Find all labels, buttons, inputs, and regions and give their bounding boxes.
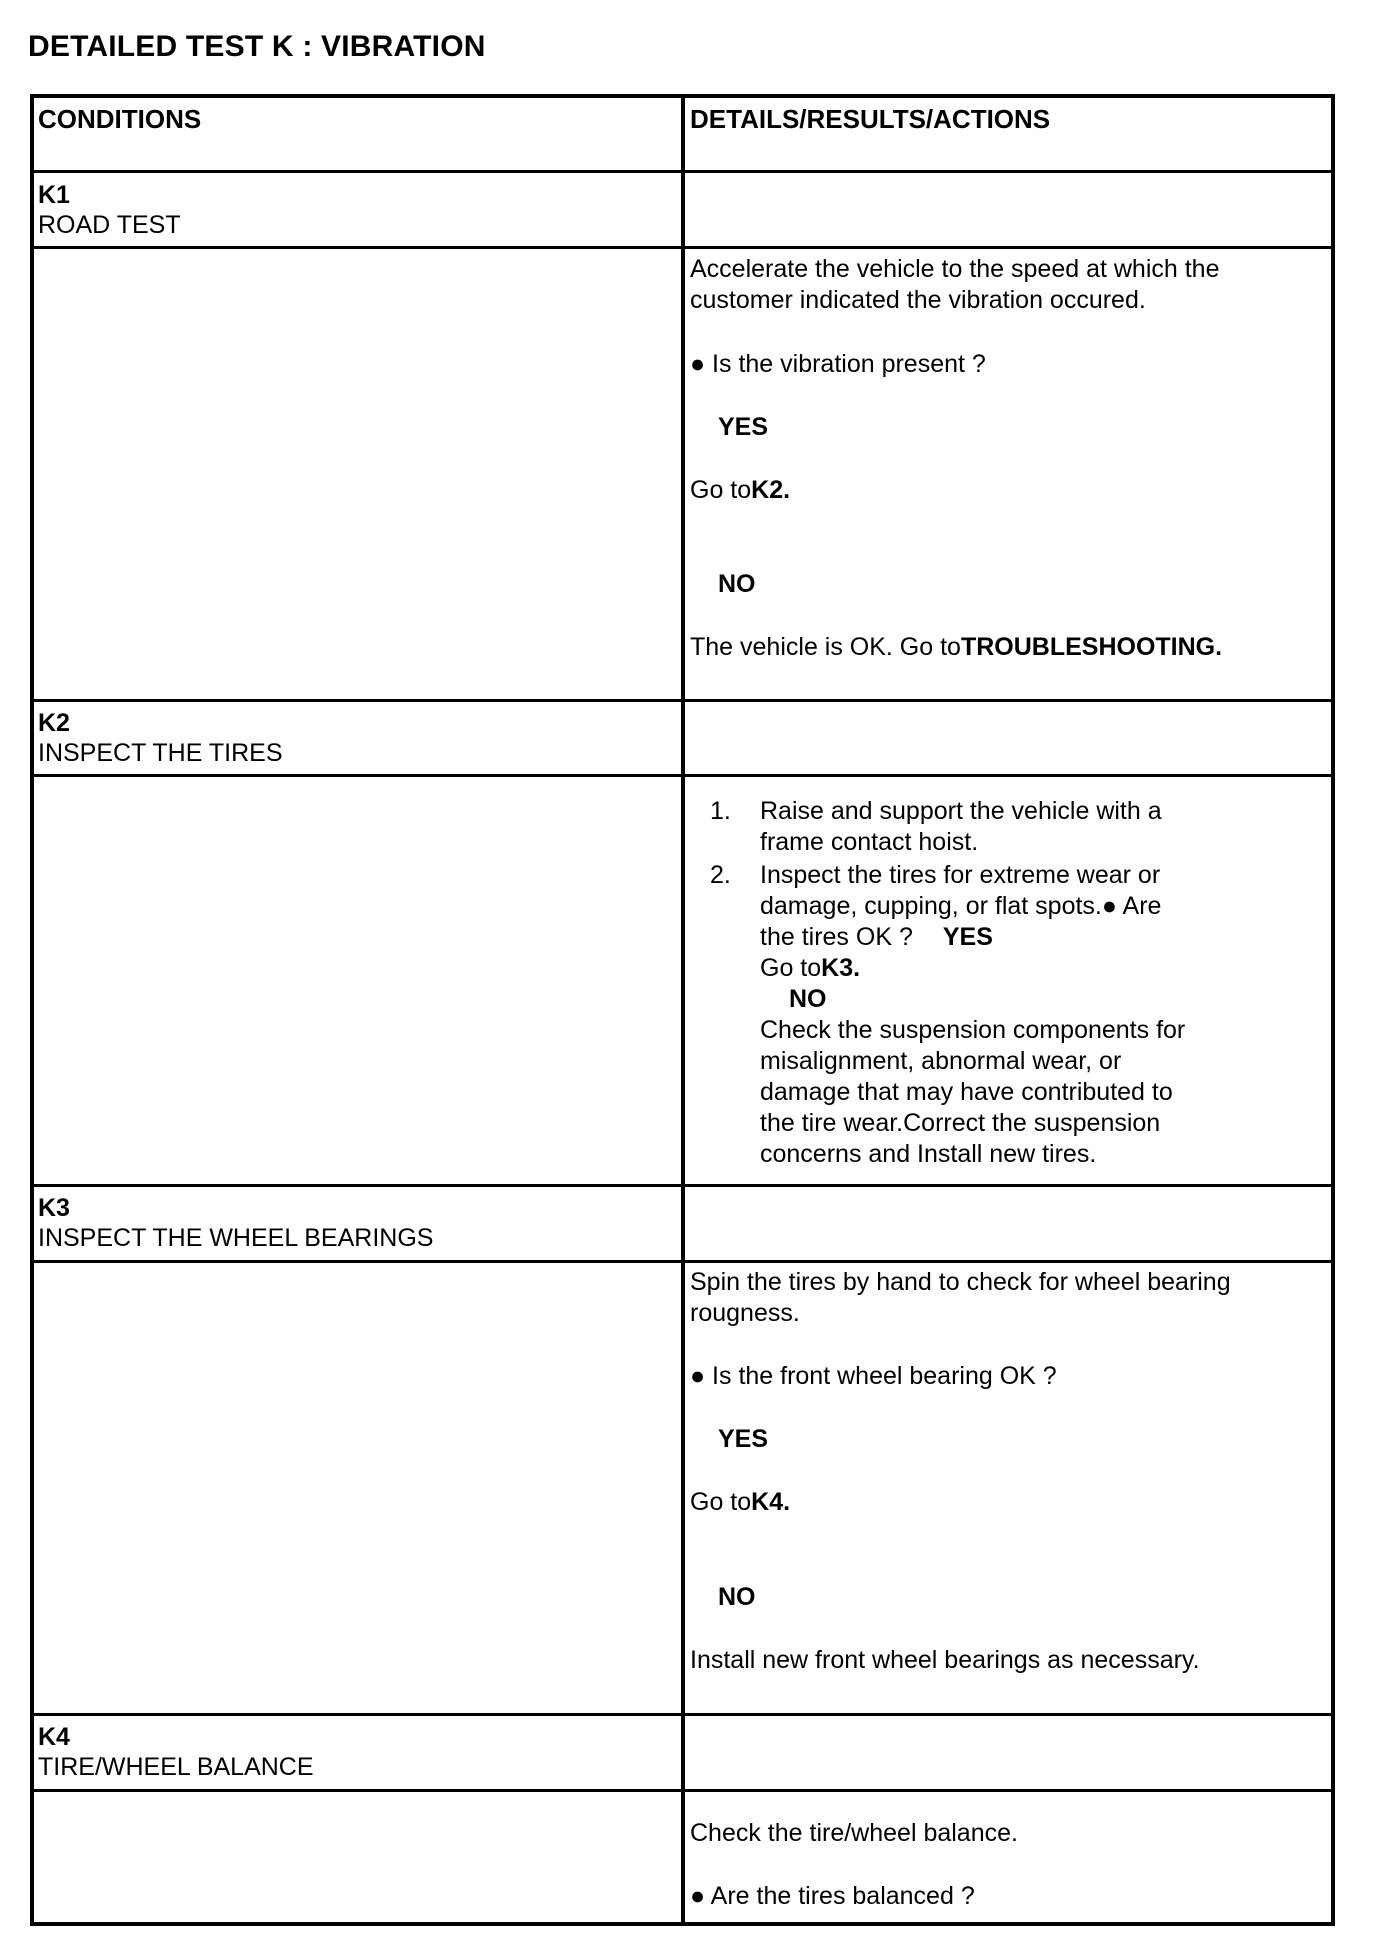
- k1-instruction-line: customer indicated the vibration occured.: [690, 286, 1146, 314]
- k2-step2-line: damage, cupping, or flat spots.● Are: [760, 892, 1162, 920]
- k3-yes-link[interactable]: K4.: [751, 1488, 791, 1516]
- k1-instruction-line: Accelerate the vehicle to the speed at which the: [690, 255, 1220, 283]
- k2-step2-line: Inspect the tires for extreme wear or: [760, 861, 1161, 889]
- k1-question: ● Is the vibration present ?: [690, 350, 986, 378]
- k3-instruction-line: rougness.: [690, 1299, 800, 1327]
- k2-yes-link[interactable]: K3.: [821, 954, 861, 982]
- k1-no-action: The vehicle is OK. Go toTROUBLESHOOTING.: [690, 633, 1223, 661]
- k2-no-line: concerns and Install new tires.: [760, 1140, 1097, 1168]
- k2-yes-label: YES: [942, 923, 993, 951]
- details-header: DETAILS/RESULTS/ACTIONS: [690, 104, 1051, 134]
- k3-question: ● Is the front wheel bearing OK ?: [690, 1362, 1057, 1390]
- row-divider: [30, 1184, 1335, 1187]
- row-divider: [30, 699, 1335, 702]
- k2-no-line: the tire wear.Correct the suspension: [760, 1109, 1161, 1137]
- k4-instruction: Check the tire/wheel balance.: [690, 1819, 1018, 1847]
- k3-instruction-line: Spin the tires by hand to check for wheel bearing: [690, 1268, 1231, 1296]
- step-name-k4: TIRE/WHEEL BALANCE: [38, 1753, 314, 1781]
- k1-no-link[interactable]: TROUBLESHOOTING.: [960, 633, 1223, 661]
- k2-no-line: damage that may have contributed to: [760, 1078, 1173, 1106]
- k2-step1-line: Raise and support the vehicle with a: [760, 797, 1162, 825]
- column-divider: [681, 94, 685, 1926]
- k2-step1-number: 1.: [710, 797, 731, 825]
- k3-yes-label: YES: [718, 1425, 769, 1453]
- k3-no-label: NO: [718, 1583, 756, 1611]
- row-divider: [30, 170, 1335, 173]
- k2-no-line: misalignment, abnormal wear, or: [760, 1047, 1122, 1075]
- k3-no-action: Install new front wheel bearings as necessary.: [690, 1646, 1200, 1674]
- k4-question: ● Are the tires balanced ?: [690, 1882, 975, 1910]
- k1-yes-link[interactable]: K2.: [751, 476, 791, 504]
- step-name-k1: ROAD TEST: [38, 211, 181, 239]
- row-divider: [30, 774, 1335, 777]
- k3-yes-action: Go toK4.: [690, 1488, 791, 1516]
- k1-no-label: NO: [718, 570, 756, 598]
- page-title: DETAILED TEST K : VIBRATION: [28, 30, 486, 63]
- row-divider: [30, 1713, 1335, 1716]
- k2-step2-line: the tires OK ? YES: [760, 923, 993, 951]
- k1-yes-action: Go toK2.: [690, 476, 791, 504]
- step-code-k4: K4: [38, 1723, 70, 1751]
- step-code-k3: K3: [38, 1194, 70, 1222]
- conditions-header: CONDITIONS: [38, 104, 202, 134]
- row-divider: [30, 246, 1335, 249]
- k2-step2-number: 2.: [710, 861, 731, 889]
- step-code-k2: K2: [38, 709, 70, 737]
- step-name-k2: INSPECT THE TIRES: [38, 739, 283, 767]
- k2-step1-line: frame contact hoist.: [760, 828, 979, 856]
- k2-no-label: NO: [789, 985, 827, 1013]
- step-code-k1: K1: [38, 181, 70, 209]
- row-divider: [30, 1260, 1335, 1263]
- k2-no-line: Check the suspension components for: [760, 1016, 1186, 1044]
- row-divider: [30, 1789, 1335, 1792]
- k2-yes-action: Go toK3.: [760, 954, 861, 982]
- k1-yes-label: YES: [718, 413, 769, 441]
- step-name-k3: INSPECT THE WHEEL BEARINGS: [38, 1224, 434, 1252]
